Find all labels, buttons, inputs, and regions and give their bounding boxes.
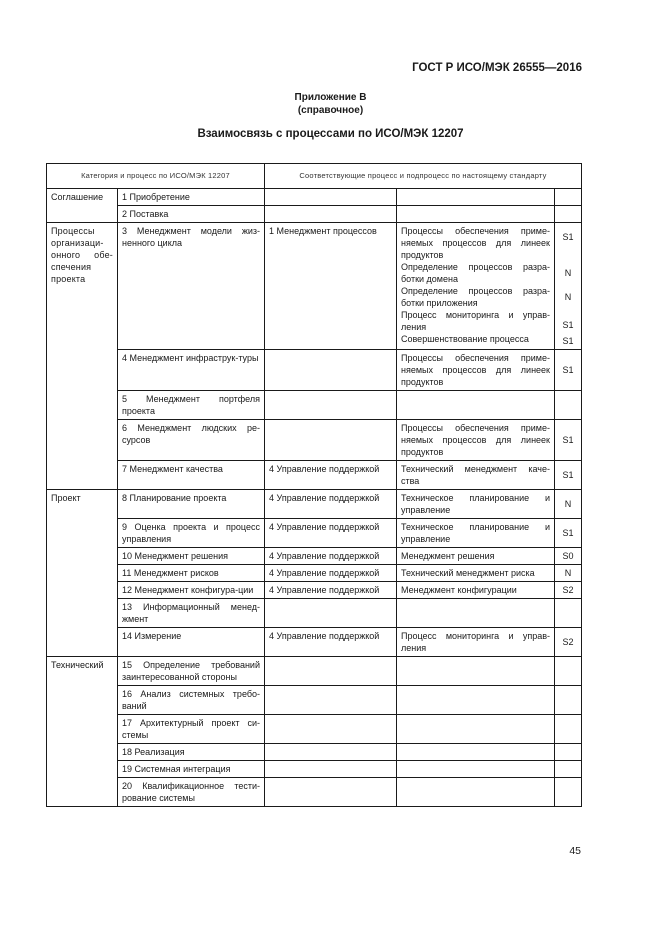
- subprocess-cell: [397, 686, 555, 715]
- table-row: [47, 761, 582, 778]
- std-process-cell: [265, 420, 397, 461]
- std-process-cell: [265, 686, 397, 715]
- table-row: [47, 715, 582, 744]
- page-number: 45: [569, 845, 581, 857]
- category-cell: Процессы организаци-онного обе-спечения проекта: [47, 223, 118, 490]
- level-cell: [555, 686, 582, 715]
- std-process-cell: [265, 391, 397, 420]
- std-process-cell: [265, 715, 397, 744]
- table-row: [47, 686, 582, 715]
- table-row: [47, 350, 582, 391]
- category-cell: Технический: [47, 657, 118, 807]
- level-cell: N: [555, 490, 582, 519]
- table-row: [47, 628, 582, 657]
- level-cell: [555, 189, 582, 206]
- subprocess-cell: [397, 778, 555, 807]
- process-cell: 11 Менеджмент рисков: [118, 565, 265, 582]
- table-row: [47, 461, 582, 490]
- appendix-heading: [0, 91, 661, 117]
- subprocess-cell: [397, 189, 555, 206]
- level-value: S1: [562, 320, 574, 330]
- level-cell: [555, 206, 582, 223]
- std-process-cell: 1 Менеджмент процессов: [265, 223, 397, 350]
- process-cell: 2 Поставка: [118, 206, 265, 223]
- table-row: [47, 490, 582, 519]
- subprocess-cell: [397, 744, 555, 761]
- level-cell: [555, 599, 582, 628]
- std-process-cell: 4 Управление поддержкой: [265, 490, 397, 519]
- level-cell: S0: [555, 548, 582, 565]
- subprocess-line: Определение процессов разра-ботки домена: [401, 262, 550, 284]
- process-cell: 9 Оценка проекта и процесс управления: [118, 519, 265, 548]
- column-header-iso12207: Категория и процесс по ИСО/МЭК 12207: [47, 164, 265, 189]
- appendix-title: Приложение В: [294, 92, 367, 103]
- subprocess-cell: [397, 761, 555, 778]
- subprocess-cell: [397, 223, 555, 350]
- process-cell: 8 Планирование проекта: [118, 490, 265, 519]
- section-title: Взаимосвязь с процессами по ИСО/МЭК 12207: [197, 128, 464, 140]
- level-cell: [555, 744, 582, 761]
- level-cell: S2: [555, 628, 582, 657]
- std-process-cell: [265, 206, 397, 223]
- table-row: [47, 744, 582, 761]
- table-header-row: [47, 164, 582, 189]
- subprocess-cell: [397, 657, 555, 686]
- table-row: [47, 599, 582, 628]
- subprocess-cell: [397, 715, 555, 744]
- table-row: [47, 189, 582, 206]
- document-header: ГОСТ Р ИСО/МЭК 26555—2016: [412, 62, 582, 74]
- table-row: [47, 565, 582, 582]
- std-process-cell: 4 Управление поддержкой: [265, 628, 397, 657]
- table-row: [47, 391, 582, 420]
- process-cell: 20 Квалификационное тести-рование системы: [118, 778, 265, 807]
- subprocess-cell: [397, 391, 555, 420]
- level-cell: S2: [555, 582, 582, 599]
- category-cell: Проект: [47, 490, 118, 657]
- process-cell: 15 Определение требований заинтересованной стороны: [118, 657, 265, 686]
- table-row: [47, 223, 582, 350]
- table-row: [47, 420, 582, 461]
- process-cell: 3 Менеджмент модели жиз-ненного цикла: [118, 223, 265, 350]
- process-cell: 19 Системная интеграция: [118, 761, 265, 778]
- std-process-cell: 4 Управление поддержкой: [265, 548, 397, 565]
- level-cell: [555, 715, 582, 744]
- std-process-cell: [265, 778, 397, 807]
- std-process-cell: [265, 599, 397, 628]
- table-row: [47, 778, 582, 807]
- table-row: [47, 206, 582, 223]
- std-process-cell: 4 Управление поддержкой: [265, 519, 397, 548]
- std-process-cell: [265, 744, 397, 761]
- level-cell: [555, 391, 582, 420]
- process-cell: 14 Измерение: [118, 628, 265, 657]
- std-process-cell: [265, 350, 397, 391]
- level-value: S1: [562, 336, 574, 346]
- table-row: [47, 548, 582, 565]
- subprocess-cell: [397, 206, 555, 223]
- column-header-this-standard: Соответствующие процесс и подпроцесс по настоящему стандарту: [265, 164, 582, 189]
- process-cell: 7 Менеджмент качества: [118, 461, 265, 490]
- subprocess-cell: Менеджмент конфигурации: [397, 582, 555, 599]
- process-mapping-table: [46, 163, 582, 807]
- level-cell: [555, 657, 582, 686]
- process-cell: 17 Архитектурный проект си-стемы: [118, 715, 265, 744]
- std-process-cell: 4 Управление поддержкой: [265, 582, 397, 599]
- subprocess-cell: Процессы обеспечения приме-няемых процессов для линеек продуктов: [397, 350, 555, 391]
- process-cell: 18 Реализация: [118, 744, 265, 761]
- std-process-cell: 4 Управление поддержкой: [265, 461, 397, 490]
- subprocess-line: Совершенствование процесса: [401, 334, 529, 344]
- category-cell: Соглашение: [47, 189, 118, 223]
- level-cell: S1: [555, 350, 582, 391]
- level-cell: N: [555, 565, 582, 582]
- level-value: N: [564, 292, 572, 302]
- appendix-subtitle: (справочное): [297, 105, 364, 116]
- subprocess-line: Определение процессов разра-ботки приложения: [401, 286, 550, 308]
- subprocess-cell: Технический менеджмент каче-ства: [397, 461, 555, 490]
- level-cell: [555, 778, 582, 807]
- level-cell: S1: [555, 461, 582, 490]
- table-row: [47, 519, 582, 548]
- process-cell: 4 Менеджмент инфраструк-туры: [118, 350, 265, 391]
- subprocess-cell: Менеджмент решения: [397, 548, 555, 565]
- subprocess-cell: Процесс мониторинга и управ-ления: [397, 628, 555, 657]
- process-cell: 12 Менеджмент конфигура-ции: [118, 582, 265, 599]
- table-row: [47, 582, 582, 599]
- level-cell: [555, 761, 582, 778]
- std-process-cell: [265, 189, 397, 206]
- level-cell: [555, 223, 582, 350]
- level-cell: S1: [555, 420, 582, 461]
- level-cell: S1: [555, 519, 582, 548]
- process-cell: 1 Приобретение: [118, 189, 265, 206]
- subprocess-line: Процесс мониторинга и управ-ления: [401, 310, 550, 332]
- subprocess-cell: Техническое планирование и управление: [397, 490, 555, 519]
- process-cell: 16 Анализ системных требо-ваний: [118, 686, 265, 715]
- table-row: [47, 657, 582, 686]
- std-process-cell: [265, 657, 397, 686]
- process-cell: 10 Менеджмент решения: [118, 548, 265, 565]
- subprocess-cell: Техническое планирование и управление: [397, 519, 555, 548]
- subprocess-cell: [397, 599, 555, 628]
- std-process-cell: [265, 761, 397, 778]
- level-value: S1: [562, 232, 574, 242]
- level-value: N: [564, 268, 572, 278]
- process-cell: 5 Менеджмент портфеля проекта: [118, 391, 265, 420]
- process-cell: 13 Информационный менед-жмент: [118, 599, 265, 628]
- subprocess-cell: Процессы обеспечения приме-няемых процессов для линеек продуктов: [397, 420, 555, 461]
- subprocess-cell: Технический менеджмент риска: [397, 565, 555, 582]
- std-process-cell: 4 Управление поддержкой: [265, 565, 397, 582]
- subprocess-line: Процессы обеспечения приме-няемых процессов для линеек продуктов: [401, 226, 550, 260]
- process-cell: 6 Менеджмент людских ре-сурсов: [118, 420, 265, 461]
